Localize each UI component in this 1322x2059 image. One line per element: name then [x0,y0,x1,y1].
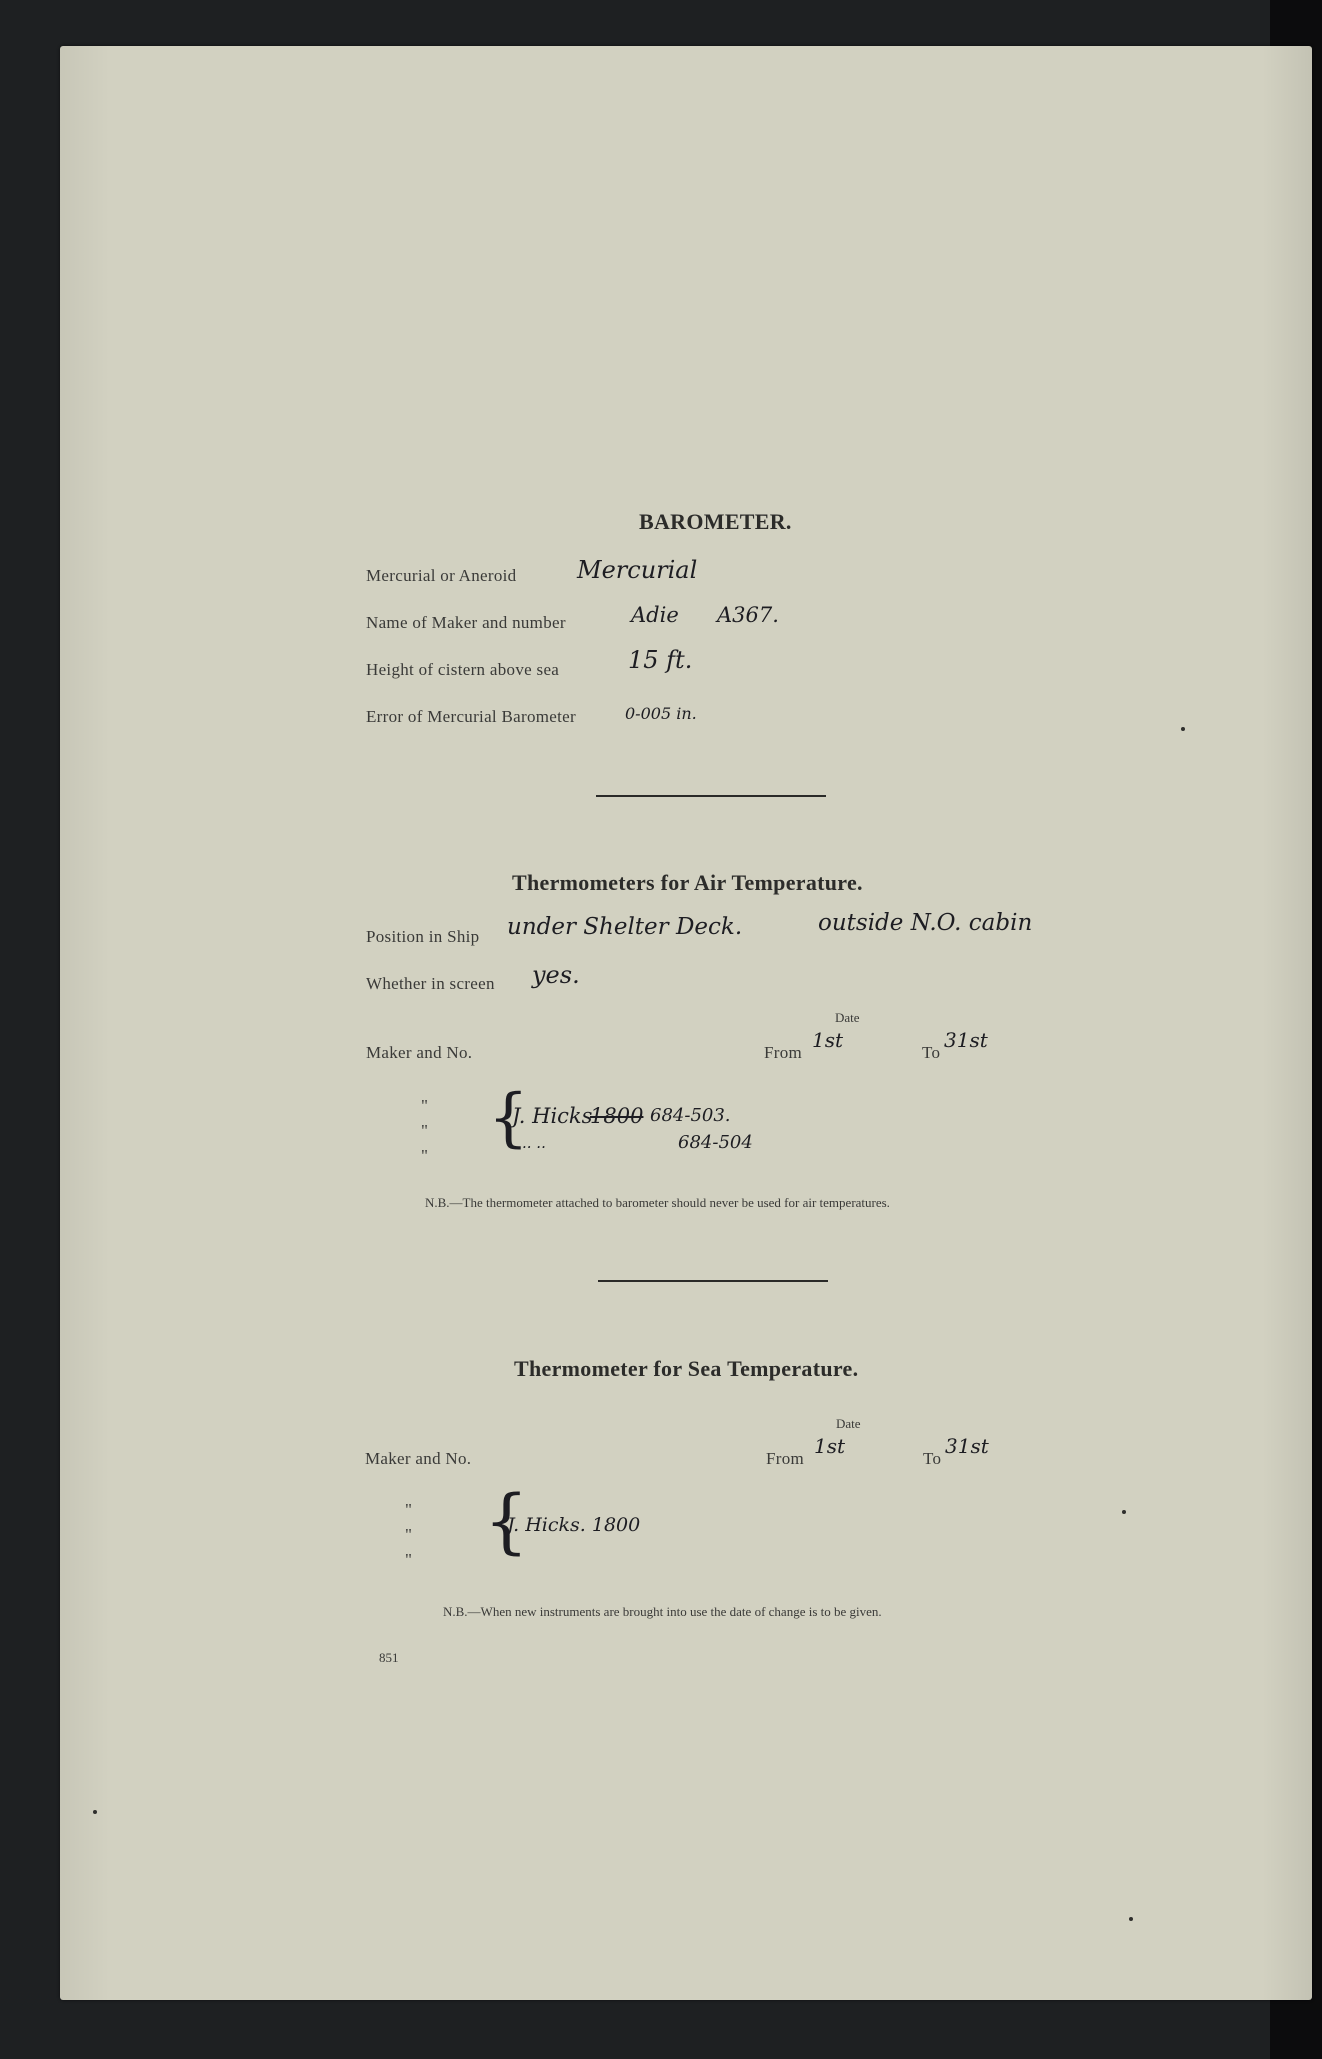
ditto-mark: " [421,1096,429,1115]
air-entry-number-1: 684-503. [650,1105,731,1126]
paper-speck [1181,727,1185,731]
barometer-error-value: 0-005 in. [625,704,697,723]
sea-to-label: To [923,1449,942,1468]
barometer-error-label: Error of Mercurial Barometer [366,707,576,726]
position-value-2: outside N.O. cabin [818,910,1033,936]
air-to-label: To [922,1043,941,1062]
air-from-label: From [764,1043,803,1062]
barometer-type-label: Mercurial or Aneroid [366,566,517,585]
position-value-1: under Shelter Deck. [507,914,743,940]
air-entry-struck: 1800 [590,1104,644,1128]
ditto-mark: " [405,1550,413,1569]
screen-value: yes. [532,961,580,989]
position-label: Position in Ship [366,927,480,946]
barometer-maker-number: A367. [717,603,779,627]
sea-from-label: From [766,1449,805,1468]
sea-maker-label: Maker and No. [365,1449,472,1468]
barometer-maker-value: Adie [631,603,679,627]
paper-speck [93,1810,97,1814]
paper-speck [1122,1510,1126,1514]
ditto-mark: " [405,1500,413,1519]
sea-date-label: Date [836,1416,861,1431]
screen-label: Whether in screen [366,974,495,993]
sea-from-value: 1st [814,1434,846,1458]
bracket-glyph: { [484,1480,529,1562]
form-number: 851 [379,1650,399,1665]
air-entry-maker: J. Hicks [512,1104,593,1128]
barometer-height-label: Height of cistern above sea [366,660,560,679]
ditto-mark: " [405,1525,413,1544]
ditto-mark: " [421,1146,429,1165]
air-note: N.B.—The thermometer attached to barometer should never be used for air temperatures. [425,1195,890,1210]
paper-speck [1129,1917,1133,1921]
barometer-type-value: Mercurial [577,556,698,584]
air-to-value: 31st [944,1028,988,1052]
sea-entry: J. Hicks. 1800 [507,1514,641,1536]
air-entry-number-2: 684-504 [678,1132,753,1153]
ditto-mark: " [421,1121,429,1140]
sea-thermometer-heading: Thermometer for Sea Temperature. [514,1356,859,1381]
air-thermometers-heading: Thermometers for Air Temperature. [512,870,863,895]
section-divider [598,1280,828,1282]
log-page [60,46,1312,2000]
bracket-glyph: { [488,1081,529,1155]
sea-to-value: 31st [945,1434,989,1458]
barometer-heading: BAROMETER. [639,509,792,534]
air-maker-label: Maker and No. [366,1043,473,1062]
sea-note: N.B.—When new instruments are brought into use the date of change is to be given. [443,1604,882,1619]
section-divider [596,795,826,797]
air-from-value: 1st [812,1028,844,1052]
barometer-maker-label: Name of Maker and number [366,613,566,632]
barometer-height-value: 15 ft. [628,646,693,674]
air-date-label: Date [835,1010,860,1025]
air-entry-ditto: .. .. [522,1134,546,1152]
